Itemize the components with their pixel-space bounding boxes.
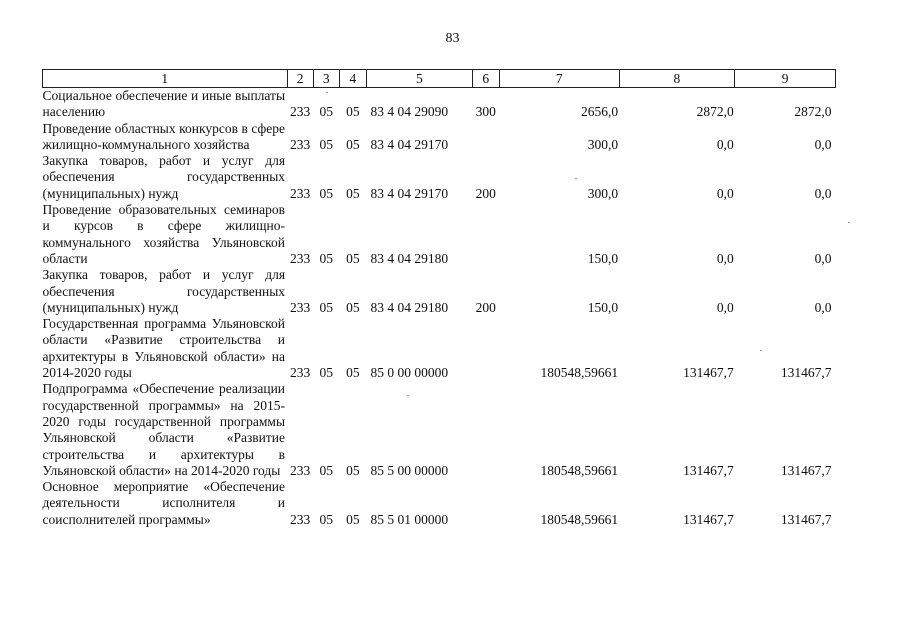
row-expense-type <box>472 316 499 381</box>
row-section: 05 <box>319 136 334 152</box>
table-row <box>43 153 836 202</box>
row-amount-col7: 150,0 <box>587 299 619 315</box>
row-subsection: 05 <box>346 365 360 381</box>
row-section: 05 <box>319 104 334 120</box>
row-subsection: 05 <box>346 104 360 120</box>
row-amount-col7: 180548,59661 <box>540 511 619 527</box>
page-number: 83 <box>445 31 460 46</box>
row-expense-type <box>472 381 499 479</box>
row-amount-col7: 180548,59661 <box>540 462 619 478</box>
row-amount-col8: 0,0 <box>716 136 734 152</box>
row-section: 05 <box>319 250 334 266</box>
row-expense-type <box>472 121 499 154</box>
row-target-article: 83 4 04 29180 <box>370 250 449 266</box>
row-amount-col7: 300,0 <box>587 136 619 152</box>
row-amount-col8: 131467,7 <box>683 462 734 478</box>
row-name: Основное мероприятие «Обеспечение деятельности исполнителя и соисполнителей программы» <box>42 479 286 527</box>
row-subsection: 05 <box>346 185 360 201</box>
row-amount-col8: 0,0 <box>716 185 734 201</box>
row-expense-type: 200 <box>475 299 496 315</box>
row-target-article: 83 4 04 29090 <box>370 104 449 120</box>
row-name: Закупка товаров, работ и услуг для обеспечения государственных (муниципальных) нужд <box>42 153 286 201</box>
row-expense-type <box>472 202 499 267</box>
row-subsection: 05 <box>346 511 360 527</box>
row-subsection: 05 <box>346 462 360 478</box>
row-amount-col8: 131467,7 <box>683 365 734 381</box>
scan-speck <box>407 395 409 396</box>
row-amount-col9: 131467,7 <box>780 462 832 478</box>
scan-speck <box>575 178 577 179</box>
row-expense-type <box>472 479 499 528</box>
row-amount-col9: 131467,7 <box>780 365 832 381</box>
column-header-4: 4 <box>339 70 366 88</box>
row-ministry-code: 233 <box>289 511 311 527</box>
row-target-article: 83 4 04 29170 <box>370 136 449 152</box>
row-section: 05 <box>319 511 334 527</box>
row-ministry-code: 233 <box>289 462 311 478</box>
row-name: Социальное обеспечение и иные выплаты населению <box>42 88 286 120</box>
row-amount-col9: 0,0 <box>814 299 832 315</box>
row-amount-col7: 150,0 <box>587 250 619 266</box>
scan-speck <box>848 222 850 223</box>
row-name: Государственная программа Ульяновской области «Развитие строительства и архитектуры в Ульяновской области» на 2014-2020 годы <box>42 316 286 381</box>
row-amount-col9: 2872,0 <box>794 104 832 120</box>
row-ministry-code: 233 <box>289 104 311 120</box>
row-amount-col9: 0,0 <box>814 185 832 201</box>
row-amount-col8: 131467,7 <box>683 511 734 527</box>
table-row <box>43 202 836 267</box>
row-name: Закупка товаров, работ и услуг для обеспечения государственных (муниципальных) нужд <box>42 267 286 315</box>
row-amount-col7: 300,0 <box>587 185 619 201</box>
column-header-7: 7 <box>499 70 619 88</box>
row-name: Проведение образовательных семинаров и курсов в сфере жилищно-коммунального хозяйства Ульяновской области <box>42 202 286 266</box>
row-target-article: 83 4 04 29180 <box>370 299 449 315</box>
row-amount-col9: 131467,7 <box>780 511 832 527</box>
row-ministry-code: 233 <box>289 250 311 266</box>
table-row <box>43 267 836 316</box>
row-target-article: 83 4 04 29170 <box>370 185 449 201</box>
row-ministry-code: 233 <box>289 299 311 315</box>
table-row <box>43 381 836 479</box>
row-target-article: 85 0 00 00000 <box>370 365 449 381</box>
row-expense-type: 200 <box>475 185 496 201</box>
row-amount-col7: 180548,59661 <box>540 365 619 381</box>
row-ministry-code: 233 <box>289 136 311 152</box>
row-amount-col8: 0,0 <box>716 299 734 315</box>
row-amount-col9: 0,0 <box>814 250 832 266</box>
column-header-1: 1 <box>43 70 288 88</box>
row-amount-col7: 2656,0 <box>580 104 619 120</box>
row-section: 05 <box>319 462 334 478</box>
row-subsection: 05 <box>346 299 360 315</box>
row-target-article: 85 5 01 00000 <box>370 511 449 527</box>
row-section: 05 <box>319 185 334 201</box>
scan-speck <box>326 92 328 93</box>
table-row <box>43 121 836 154</box>
table-row <box>43 316 836 381</box>
budget-table <box>42 69 836 528</box>
column-header-6: 6 <box>472 70 499 88</box>
row-name: Подпрограмма «Обеспечение реализации государственной программы» на 2015-2020 годы государственной программы Ульяновской области «Развитие строительства и архитектуры в Ульяновской области» на 2014-2020 годы <box>42 381 286 478</box>
row-expense-type: 300 <box>475 104 496 120</box>
column-header-3: 3 <box>313 70 339 88</box>
row-amount-col8: 0,0 <box>716 250 734 266</box>
row-section: 05 <box>319 365 334 381</box>
row-ministry-code: 233 <box>289 365 311 381</box>
table-row <box>43 479 836 528</box>
row-subsection: 05 <box>346 136 360 152</box>
row-subsection: 05 <box>346 250 360 266</box>
row-amount-col8: 2872,0 <box>696 104 734 120</box>
row-amount-col9: 0,0 <box>814 136 832 152</box>
table-row <box>43 88 836 121</box>
column-header-9: 9 <box>735 70 836 88</box>
column-header-5: 5 <box>367 70 473 88</box>
row-name: Проведение областных конкурсов в сфере жилищно-коммунального хозяйства <box>42 120 286 152</box>
table-header-row <box>43 70 836 88</box>
column-header-2: 2 <box>287 70 313 88</box>
row-target-article: 85 5 00 00000 <box>370 462 449 478</box>
row-ministry-code: 233 <box>289 185 311 201</box>
column-header-8: 8 <box>619 70 735 88</box>
row-section: 05 <box>319 299 334 315</box>
scan-speck <box>760 350 762 351</box>
